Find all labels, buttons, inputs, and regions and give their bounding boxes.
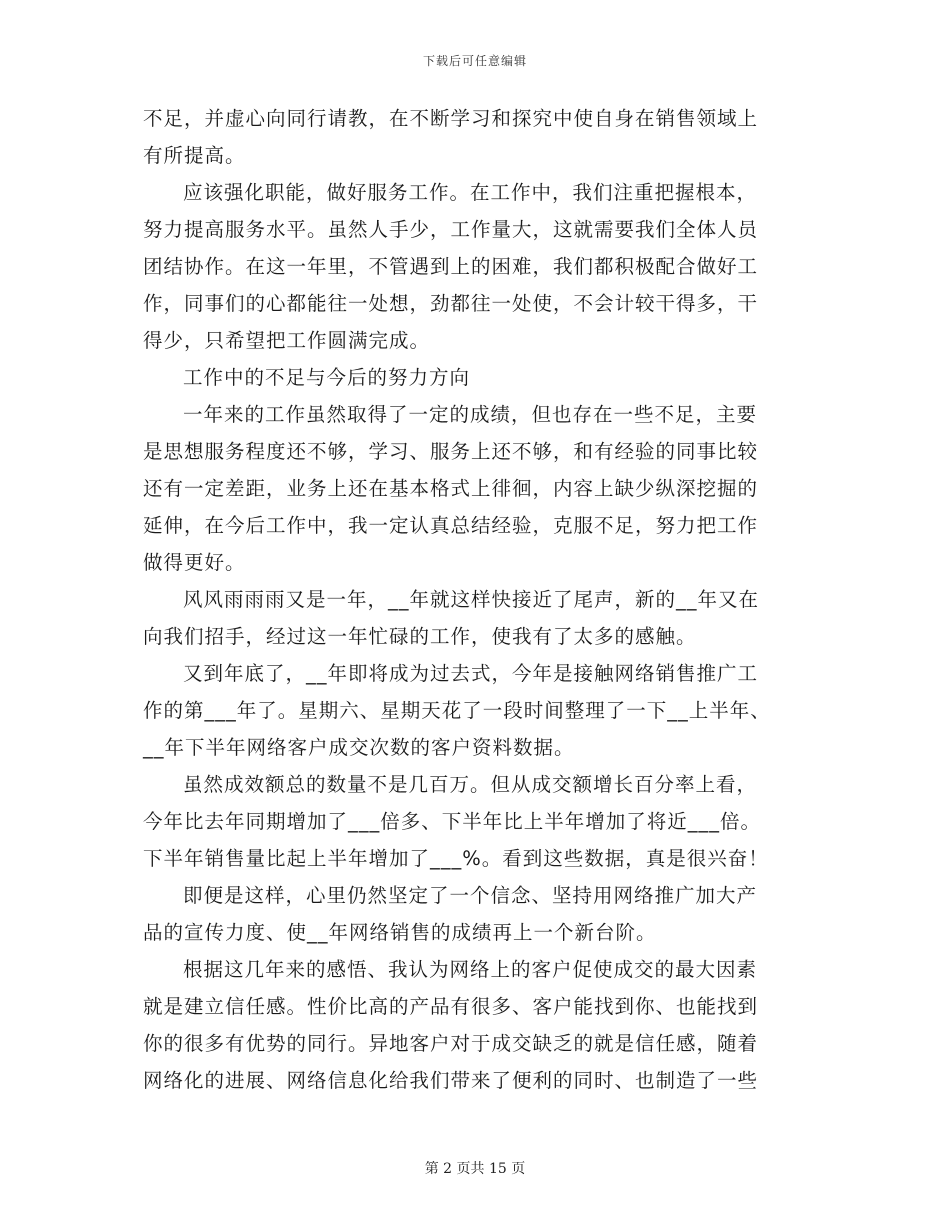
text-line: 就是建立信任感。性价比高的产品有很多、客户能找到你、也能找到 [143,995,759,1018]
text-line: 今年比去年同期增加了___倍多、下半年比上半年增加了将近___倍。 [143,810,762,833]
paragraph-start: 应该强化职能，做好服务工作。在工作中，我们注重把握根本， [183,181,758,204]
text-line: 延伸，在今后工作中，我一定认真总结经验，克服不足，努力把工作 [143,514,759,537]
text-line: 得少，只希望把工作圆满完成。 [143,329,431,352]
text-line: 团结协作。在这一年里，不管遇到上的困难，我们都积极配合做好工 [143,255,759,278]
text-line: 你的很多有优势的同行。异地客户对于成交缺乏的就是信任感，随着 [143,1032,759,1055]
paragraph-start: 根据这几年来的感悟、我认为网络上的客户促使成交的最大因素 [183,958,758,981]
body-text [143,100,803,1099]
text-line: 作，同事们的心都能往一处想，劲都往一处使，不会计较干得多，干 [143,292,759,315]
text-line: 做得更好。 [143,551,246,574]
paragraph-start: 又到年底了，__年即将成为过去式，今年是接触网络销售推广工 [183,662,759,685]
text-line: 有所提高。 [143,144,246,167]
text-line: __年下半年网络客户成交次数的客户资料数据。 [143,736,575,759]
text-line: 是思想服务程度还不够，学习、服务上还不够，和有经验的同事比较 [143,440,759,463]
page-header: 下载后可任意编辑 [422,54,527,68]
paragraph-start: 即便是这样，心里仍然坚定了一个信念、坚持用网络推广加大产 [183,884,758,907]
text-line: 向我们招手，经过这一年忙碌的工作，使我有了太多的感触。 [143,625,697,648]
paragraph-start: 虽然成效额总的数量不是几百万。但从成交额增长百分率上看， [183,773,758,796]
text-line: 还有一定差距，业务上还在基本格式上徘徊，内容上缺少纵深挖掘的 [143,477,759,500]
text-line: 作的第___年了。星期六、星期天花了一段时间整理了一下__上半年、 [143,699,771,722]
paragraph-start: 风风雨雨雨又是一年，__年就这样快接近了尾声，新的__年又在 [183,588,760,611]
text-line: 品的宣传力度、使__年网络销售的成绩再上一个新台阶。 [143,921,657,944]
text-line: 网络化的进展、网络信息化给我们带来了便利的同时、也制造了一些 [143,1069,759,1092]
text-line: 下半年销售量比起上半年增加了___%。看到这些数据，真是很兴奋！ [143,847,769,870]
section-heading: 工作中的不足与今后的努力方向 [183,366,471,389]
paragraph-start: 一年来的工作虽然取得了一定的成绩，但也存在一些不足，主要 [183,403,758,426]
text-line: 不足，并虚心向同行请教，在不断学习和探究中使自身在销售领域上 [143,107,759,130]
text-line: 努力提高服务水平。虽然人手少，工作量大，这就需要我们全体人员 [143,218,759,241]
page-footer: 第 2 页共 15 页 [424,1161,526,1177]
